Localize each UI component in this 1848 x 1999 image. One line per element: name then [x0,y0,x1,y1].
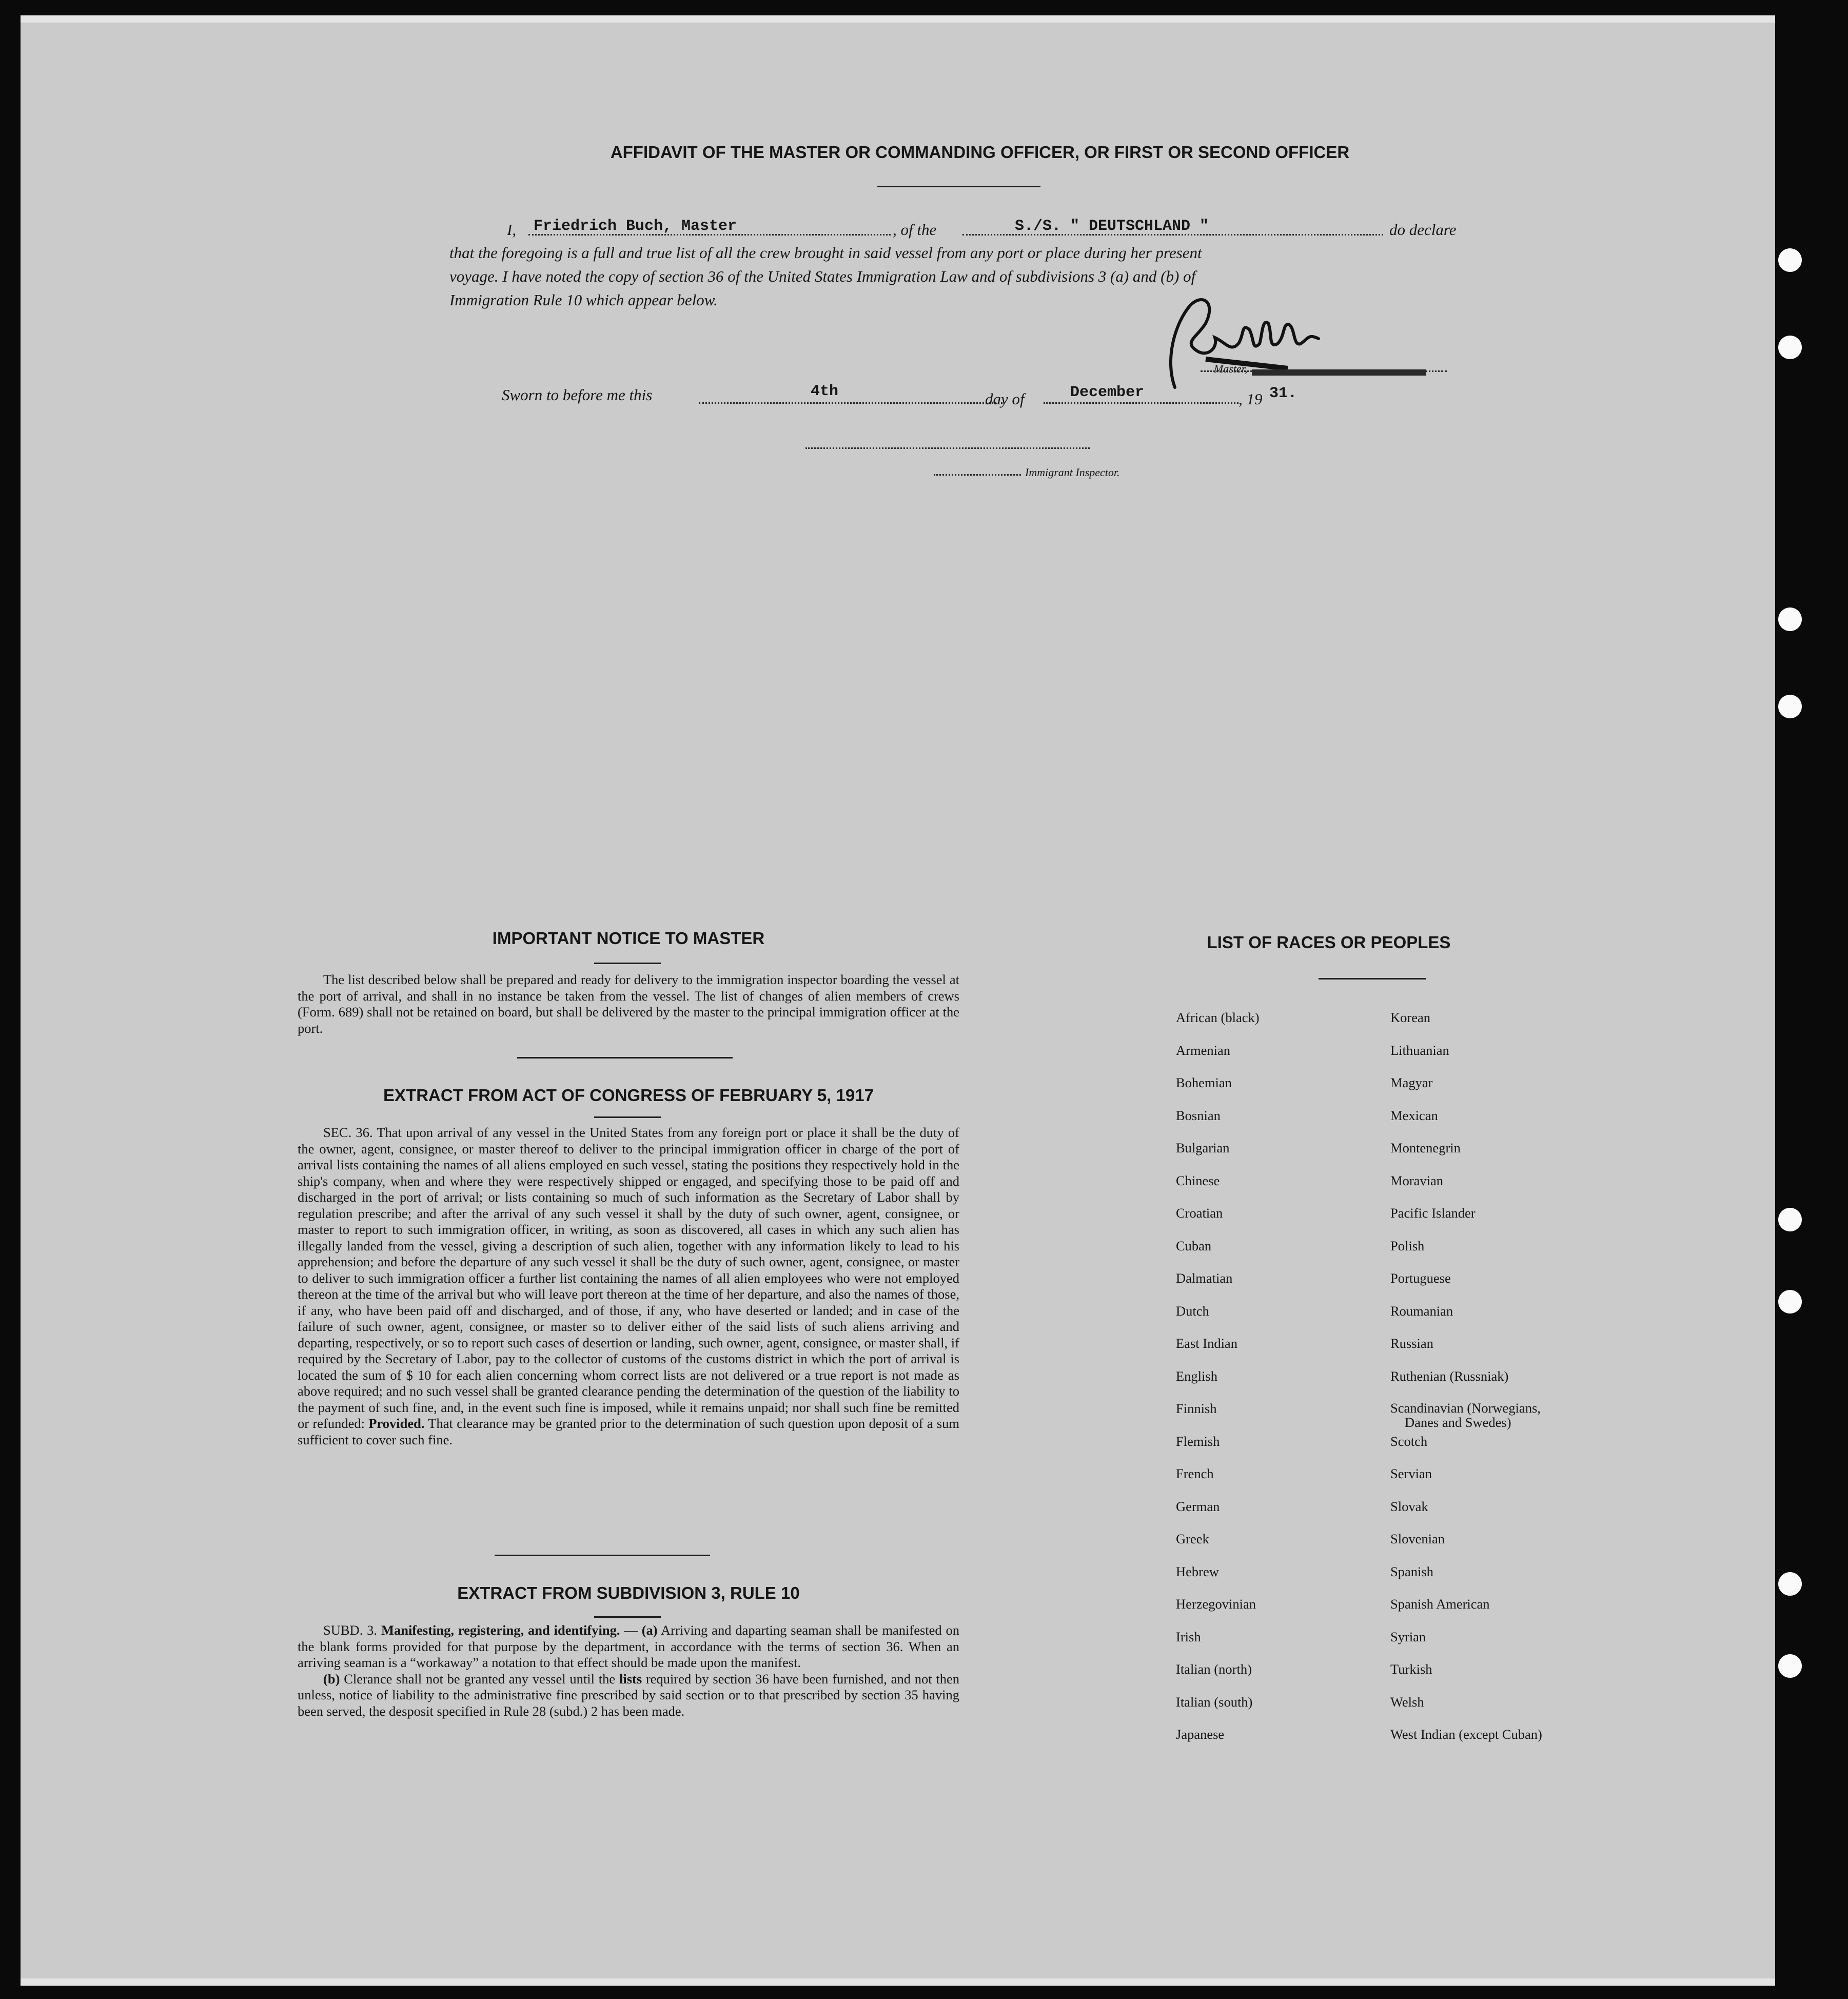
rule-extract-body [298,1622,959,1719]
year-entry: 31. [1269,385,1297,402]
race-entry: Slovak [1390,1498,1428,1514]
act-extract-title: EXTRACT FROM ACT OF CONGRESS OF FEBRUARY 5, 1917 [383,1086,874,1105]
race-entry: Spanish American [1390,1596,1490,1612]
master-label: Master, [1214,362,1248,375]
affidavit-title: AFFIDAVIT OF THE MASTER OR COMMANDING OFFICER, OR FIRST OR SECOND OFFICER [610,143,1350,162]
act-title-rule [594,1116,661,1118]
affidavit-line-2: that the foregoing is a full and true list of all the crew brought in said vessel from any port or place during her present [449,244,1202,262]
lists-keyword: lists [619,1671,642,1687]
month-line [1044,402,1238,404]
day-of-label: day of [985,390,1025,408]
race-entry: Flemish [1176,1433,1220,1449]
section-divider [495,1555,710,1556]
affidavit-line-4: Immigration Rule 10 which appear below. [449,291,718,309]
race-entry: Polish [1390,1238,1425,1253]
inspector-label-line [934,474,1021,476]
punch-hole [1778,695,1802,718]
race-entry: Finnish [1176,1401,1217,1416]
year-prefix: , 19 [1238,390,1263,408]
race-entry: Japanese [1176,1727,1225,1742]
race-entry: East Indian [1176,1336,1237,1351]
race-entry: Bosnian [1176,1107,1221,1123]
race-entry: Bohemian [1176,1075,1232,1090]
day-entry: 4th [811,383,839,400]
punch-hole [1778,607,1802,631]
clause-b-label: (b) [323,1671,340,1687]
race-entry: Spanish [1390,1563,1433,1579]
provided-keyword: Provided. [368,1416,425,1431]
race-entry: Magyar [1390,1075,1433,1090]
race-entry: French [1176,1466,1214,1481]
rule-title-rule [594,1616,661,1618]
race-entry: Russian [1390,1336,1433,1351]
notice-body [298,972,959,1036]
race-entry: African (black) [1176,1010,1260,1025]
punch-hole [1778,1654,1802,1678]
page-top-edge [21,15,1775,23]
race-entry: Dalmatian [1176,1270,1233,1286]
affidavit-line-3: voyage. I have noted the copy of section 36 of the United States Immigration Law and of subdivisions 3 (a) and (b) of [449,267,1196,285]
race-entry: Lithuanian [1390,1042,1449,1058]
sec-36-paragraph [298,1125,959,1448]
subd-label: SUBD. 3. [323,1622,378,1638]
master-name-entry: Friedrich Buch, Master [534,218,737,235]
clause-b-text-end: required by section 36 have been furnished, and not then unless, notice of liability to the administrative fine prescribed by said section or to that prescribed by section 35 having been served, the desposit specified in Rule 28 (subd.) 2 has been made. [298,1671,960,1719]
races-title-rule [1319,978,1426,979]
race-entry: Irish [1176,1629,1201,1644]
sec-36-closing: That clearance may be granted prior to the determination of such question upon deposit of a sum sufficient to cover such fine. [298,1416,960,1447]
sworn-label: Sworn to before me this [502,386,653,404]
sec-36-text: SEC. 36. That upon arrival of any vessel in the United States from any foreign port or place it shall be the duty of the owner, agent, consignee, or master thereof to deliver to the principal immigration officer in charge of the port of arrival lists containing the names of all aliens employed en such vessel, stating the positions they respectively hold in the ship's company, when and where they were respectively shipped or engaged, and specifying those to be paid off and discharged in the port of arrival; or lists containing so much of such information as the Secretary of Labor shall by regulation prescribe; and after the arrival of any such vessel it shall by the duty of such owner, agent, consignee, or master to report to such immigration officer, in writing, as soon as discovered, all cases in which any such alien has illegally landed from the vessel, giving a description of such alien, together with any information likely to lead to his apprehension; and before the departure of any such vessel it shall be the duty of such owner, agent, consignee, or master to deliver to such immigration officer a further list containing the names of all alien employees who were not employed thereon at the time of the arrival but who will leave port thereon at the time of her departure, and also the names of those, if any, who have been paid off and discharged, and of those, if any, who have deserted or landed; and in case of the failure of such owner, agent, consignee, or master so to deliver either of the said lists of such aliens arriving and departing, respectively, or so to report such cases of desertion or landing, such owner, agent, consignee, or master shall, if required by the Secretary of Labor, pay to the collector of customs of the customs district in which the port of arrival is located the sum of $ 10 for each alien concerning whom correct lists are not delivered or a true report is not made as above required; and no such vessel shall be granted clearance pending the determination of the question of the liability to the payment of such fine, and, in the event such fine is imposed, while it remains unpaid; nor shall such fine be remitted or refunded: [298,1125,959,1431]
inspector-label: Immigrant Inspector. [1025,466,1120,479]
race-entry: Welsh [1390,1694,1424,1710]
race-entry: Slovenian [1390,1531,1445,1546]
race-entry: Herzegovinian [1176,1596,1256,1612]
race-entry: Hebrew [1176,1563,1219,1579]
race-entry: Moravian [1390,1172,1444,1188]
rule-extract-title: EXTRACT FROM SUBDIVISION 3, RULE 10 [457,1583,800,1602]
race-entry: German [1176,1498,1220,1514]
act-extract-body [298,1125,959,1448]
race-entry: Syrian [1390,1629,1426,1644]
race-entry: Dutch [1176,1303,1209,1319]
page-bottom-edge [21,1978,1775,1986]
clause-a-label: (a) [641,1622,658,1638]
race-entry: Servian [1390,1466,1432,1481]
clause-b-paragraph [298,1671,959,1720]
race-entry: West Indian (except Cuban) [1390,1727,1542,1742]
race-entry: Greek [1176,1531,1209,1546]
race-entry: Mexican [1390,1107,1438,1123]
race-entry: Armenian [1176,1042,1230,1058]
subd-3-paragraph [298,1622,959,1671]
vessel-name-entry: S./S. " DEUTSCHLAND " [1015,218,1209,235]
punch-hole [1778,1572,1802,1596]
races-title: LIST OF RACES OR PEOPLES [1207,933,1451,952]
inspector-signature-line [805,447,1090,449]
race-entry: Chinese [1176,1172,1220,1188]
punch-hole [1778,336,1802,359]
race-entry: Bulgarian [1176,1140,1230,1155]
notice-title-rule [594,963,661,964]
race-entry: Cuban [1176,1238,1212,1253]
race-entry: English [1176,1368,1217,1384]
race-entry: Italian (north) [1176,1661,1252,1677]
race-entry: Scotch [1390,1433,1428,1449]
race-entry: Croatian [1176,1205,1223,1221]
title-rule [877,186,1040,187]
race-entry: Roumanian [1390,1303,1453,1319]
subd-heading: Manifesting, registering, and identifying. [381,1622,620,1638]
clause-a-text: Arriving and daparting seaman shall be manifested on the blank forms provided for that purpose by the department, in accordance with the terms of section 36. When an arriving seaman is a “workaway” a notation to that effect should be made upon the manifest. [298,1622,960,1670]
notice-paragraph: The list described below shall be prepared and ready for delivery to the immigration inspector boarding the vessel at the port of arrival, and shall in no instance be taken from the vessel. The list of changes of alien members of crews (Form. 689) shall not be retained on board, but shall be delivered by the master to the principal immigration officer at the port. [298,972,959,1036]
month-entry: December [1070,384,1145,401]
race-entry: Korean [1390,1010,1430,1025]
punch-hole [1778,1208,1802,1231]
subd-dash: — [620,1622,642,1638]
punch-hole [1778,248,1802,272]
race-entry: Ruthenian (Russniak) [1390,1368,1509,1384]
race-entry: Turkish [1390,1661,1432,1677]
affidavit-pre-name: I, [507,221,517,239]
race-entry: Scandinavian (Norwegians, Danes and Swedes) [1390,1400,1541,1430]
day-line [699,402,1002,404]
do-declare-label: do declare [1389,221,1457,239]
of-the-label: , of the [893,221,937,239]
section-divider [517,1057,733,1059]
notice-title: IMPORTANT NOTICE TO MASTER [492,929,765,948]
race-entry: Pacific Islander [1390,1205,1476,1221]
clause-b-text: Clerance shall not be granted any vessel until the [344,1671,616,1687]
race-entry: Portuguese [1390,1270,1451,1286]
race-entry: Italian (south) [1176,1694,1253,1710]
struck-out-text [1252,369,1426,376]
race-entry: Montenegrin [1390,1140,1461,1155]
document-page [21,15,1775,1986]
punch-hole [1778,1290,1802,1314]
